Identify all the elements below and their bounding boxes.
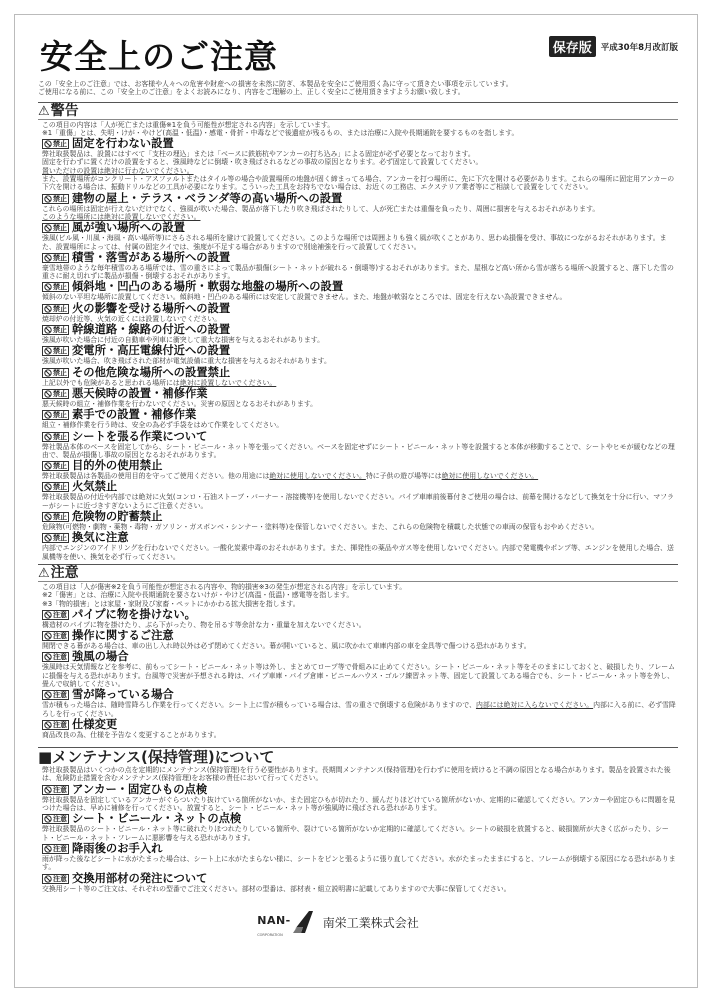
notice-item: [38, 813, 678, 842]
notice-item: [38, 138, 678, 191]
item-paragraph: [42, 825, 678, 842]
item-title: 傾斜地・凹凸のある場所・軟弱な地盤の場所への設置: [72, 280, 344, 294]
prohibition-badge: [42, 194, 69, 204]
item-paragraph: [42, 293, 678, 301]
body-text: 開閉できる幕がある場合は、車の出し入れ時以外は必ず閉めてください。幕が開いていると、風に吹かれて車庫内部の車を金具等で傷つける恐れがあります。: [42, 642, 531, 651]
logo-subtext: CORPORATION: [257, 932, 283, 937]
badge-label: 注意: [53, 844, 67, 853]
company-name: 南栄工業株式会社: [322, 916, 419, 931]
edition-badge: 保存版: [549, 36, 596, 57]
body-text: 豪雪地帯のような毎年積雪のある場所では、雪の重さによって製品が損傷(シート・ネットが破れる・倒壊等)するおそれがあります。また、屋根など高い所から雪が落ちる場所へ設置すると、落下した雪の重さに耐え切れずに製品が損傷・倒壊するおそれがあります。: [42, 263, 674, 281]
body-text: 傾斜のない平坦な場所に設置してください。傾斜地・凹凸のある場所には安定して設置できません。また、地盤が軟弱なところでは、固定を行えない為設置できません。: [42, 293, 567, 302]
prohibition-badge: [42, 610, 69, 620]
prohibition-badge: [42, 139, 69, 149]
no-sign-icon: [44, 140, 52, 148]
item-title: 雪が降っている場合: [72, 688, 174, 702]
no-sign-icon: [44, 786, 52, 794]
item-paragraph: [42, 796, 678, 813]
notice-item: [38, 481, 678, 510]
maintenance-section: [38, 747, 678, 893]
item-paragraph: [42, 421, 678, 429]
item-title: 操作に関するご注意: [72, 629, 174, 643]
prohibition-badge: [42, 652, 69, 662]
badge-label: 禁止: [53, 432, 67, 441]
logo-text: NAN-: [257, 914, 291, 928]
item-paragraph: [42, 175, 678, 192]
item-title: 目的外の使用禁止: [72, 459, 163, 473]
warning-triangle-icon: ⚠: [38, 103, 50, 119]
emphasis-text: 置いただけの設置は絶対に行わないでください。: [42, 166, 194, 175]
maintenance-title: ■メンテナンス(保持管理)について: [38, 747, 678, 766]
item-heading: [42, 345, 678, 357]
badge-label: 注意: [53, 874, 67, 883]
badge-label: 禁止: [53, 389, 67, 398]
item-heading: [42, 252, 678, 264]
item-paragraph: [42, 701, 678, 718]
prohibition-badge: [42, 482, 69, 492]
no-sign-icon: [44, 513, 52, 521]
no-sign-icon: [44, 534, 52, 542]
revision-date: 平成30年8月改訂版: [600, 42, 678, 53]
section-notes: [38, 121, 678, 138]
prohibition-badge: [42, 461, 69, 471]
item-title: 素手での設置・補修作業: [72, 408, 197, 422]
item-title: シートを張る作業について: [72, 429, 208, 443]
note-line: ※2「傷害」とは、治療に入院や長期通院を要さないけが・やけど(高温・低温)・感電等を指します。: [42, 591, 354, 600]
item-title: 降雨後のお手入れ: [72, 841, 163, 855]
no-sign-icon: [44, 369, 52, 377]
item-title: 交換用部材の発注について: [72, 871, 208, 885]
emphasis-text: 絶対に使用しないでください。: [269, 472, 366, 481]
emphasis-text: 絶対に設置しないでください。: [179, 378, 277, 387]
no-sign-icon: [44, 815, 52, 823]
item-title: 建物の屋上・テラス・ベランダ等の高い場所への設置: [72, 191, 343, 205]
notice-item: [38, 367, 678, 387]
notice-item: [38, 431, 678, 460]
body-text: 強風時は天気情報などを参考に、前もってシート・ビニール・ネット等は外し、まとめてロープ等で骨組みに止めてください。シート・ビニール・ネット等をそのままにしておくと、破損したり、フレームに損傷を与える恐れがあります。台風等で災害が予想される時は、パイプ車庫・パイプ倉庫・ビニールハウス・ゴルフ練習ネット等、固定して設置してある場合でも、シート・ビニール・ネット等を外し、畳んで収納してください。: [42, 663, 676, 688]
body-text: 強風(ビル風・川風・海風・高い場所等)にさらされる場所を避けて設置してください。このような場所では周囲よりも強く風が吹くことがあり、思わぬ損傷を受け、事故につながるおそれがあります。また、設置場所によっては、付属の固定クイでは、強度が不足する場合がありますので別途補強を行って設置してください。: [42, 234, 667, 251]
body-text: 交換用シート等のご注文は、それぞれの型番でご注文ください。部材の型番は、部材表・組立説明書に記載してありますので大事に保管してください。: [42, 884, 511, 893]
badge-label: 禁止: [53, 194, 67, 203]
item-heading: [42, 689, 678, 701]
body-text: これらの場所は固定が行えないだけでなく、強風が吹いた場合、製品が落下したり吹き飛ばされたりして、人が死亡または重傷を負ったり、周囲に損害を与えるおそれがあります。: [42, 204, 600, 213]
notice-item: [38, 873, 678, 893]
item-paragraph: [42, 443, 678, 460]
item-paragraph: [42, 663, 678, 688]
body-text: 構造材のパイプに物を掛けたり、ぶら下がったり、物を吊るす等余計な力・重量を加えないでください。: [42, 620, 366, 629]
prohibition-badge: [42, 325, 69, 335]
badge-label: 禁止: [53, 326, 67, 335]
item-heading: [42, 138, 678, 150]
body-text: 強風が吹いた場合、吹き飛ばされた部材が電気設備に重大な損害を与えるおそれがあります。: [42, 357, 331, 366]
note-line: この項目は「人が傷害※2を負う可能性が想定される内容や、物的損害※3の発生が想定される内容」を示しています。: [42, 582, 407, 591]
badge-label: 禁止: [53, 140, 67, 149]
notice-item: [38, 630, 678, 650]
badge-label: 注意: [53, 610, 67, 619]
notice-item: [38, 252, 678, 281]
emphasis-text: 内部には絶対に入らないでください。: [475, 701, 594, 710]
notice-item: [38, 843, 678, 872]
prohibition-badge: [42, 253, 69, 263]
notice-item: [38, 388, 678, 408]
item-heading: [42, 873, 678, 885]
item-heading: [42, 651, 678, 663]
badge-label: 禁止: [53, 513, 67, 522]
no-sign-icon: [44, 483, 52, 491]
item-paragraph: [42, 493, 678, 510]
no-sign-icon: [44, 721, 52, 729]
item-title: 強風の場合: [72, 650, 129, 664]
notice-item: [38, 532, 678, 561]
item-paragraph: [42, 315, 678, 323]
notice-item: [38, 609, 678, 629]
notice-item: [38, 303, 678, 323]
section-notes: [38, 583, 678, 608]
item-title: 仕様変更: [72, 717, 118, 731]
section-warning: [38, 102, 678, 561]
body-text: 雨が降った後などシートに水がたまった場合は、シート上に水がたまらない様に、シートをピンと張るように張り直してください。水がたまったままにすると、フレームが倒壊する原因になる恐れがあります。: [42, 854, 676, 872]
item-paragraph: [42, 205, 678, 213]
item-heading: [42, 222, 678, 234]
item-paragraph: [42, 621, 678, 629]
item-title: アンカー・固定ひもの点検: [72, 782, 208, 796]
no-sign-icon: [44, 411, 52, 419]
badge-label: 禁止: [53, 534, 67, 543]
no-sign-icon: [44, 224, 52, 232]
item-title: その他危険な場所への設置禁止: [72, 365, 231, 379]
no-sign-icon: [44, 653, 52, 661]
note-line: ※3「物的損害」とは家屋・家財及び家畜・ペットにかかわる拡大損害を指します。: [42, 599, 300, 608]
notice-item: [38, 193, 678, 222]
prohibition-badge: [42, 410, 69, 420]
no-sign-icon: [44, 326, 52, 334]
item-title: 風が強い場所への設置: [72, 221, 185, 235]
badge-label: 禁止: [53, 411, 67, 420]
body-text: 危険物(可燃物・劇物・薬物・毒物・ガソリン・ガスボンベ・シンナー・塗料等)を保管しないでください。また、これらの危険物を積載した状態での車両の保管もおやめください。: [42, 523, 599, 532]
body-text: 内部に入る前に、必ず雪降ろしを行ってください。: [42, 701, 676, 718]
emphasis-text: このような場所には絶対に設置しないでください。: [42, 212, 201, 221]
prohibition-badge: [42, 512, 69, 522]
body-text: また、設置場所がコンクリート・アスファルトまたはタイル等の場合や設置場所の地盤が固く締まってる場合、アンカーを打つ場所に、先に下穴を開ける必要があります。これらの場所に固定用アンカーの下穴を開ける場合は、振動ドリルなどの工具が必要になります。こういった工具をお持ちでない場合は、お近くの工務店、エクステリア業者等にご相談して設置をしてください。: [42, 175, 675, 192]
section-header: [38, 102, 678, 120]
body-text: 焼却炉の付近等、火気の近くには設置しないでください。: [42, 314, 222, 323]
item-title: パイプに物を掛けない。: [72, 607, 196, 621]
body-text: 弊社取扱製品は各製品の使用目的を守ってご使用ください。他の用途には: [42, 472, 270, 481]
item-paragraph: [42, 264, 678, 281]
section-title: 注意: [50, 564, 79, 581]
logo-mark-icon: [291, 909, 313, 933]
item-title: 積雪・落雪がある場所への設置: [72, 250, 231, 264]
badge-label: 禁止: [53, 304, 67, 313]
no-sign-icon: [44, 347, 52, 355]
item-paragraph: [42, 379, 678, 387]
item-paragraph: [42, 472, 678, 480]
footer: [38, 909, 678, 937]
item-title: 変電所・高圧電線付近への設置: [72, 344, 231, 358]
item-heading: [42, 303, 678, 315]
item-heading: [42, 784, 678, 796]
prohibition-badge: [42, 690, 69, 700]
badge-label: 禁止: [53, 224, 67, 233]
no-sign-icon: [44, 632, 52, 640]
badge-label: 禁止: [53, 283, 67, 292]
page-title: 安全上のご注意: [40, 37, 278, 76]
item-heading: [42, 532, 678, 544]
edition-info: [549, 36, 678, 57]
body-text: 悪天候時の組立・補修作業を行わないでください。災害の原因となるおそれがあります。: [42, 399, 318, 408]
badge-label: 注意: [53, 785, 67, 794]
no-sign-icon: [44, 611, 52, 619]
header: [38, 36, 678, 78]
notice-item: [38, 689, 678, 718]
body-text: 上記以外でも危険があると思われる場所には: [42, 378, 180, 387]
intro: [38, 80, 678, 97]
body-text: 弊社取扱製品のシート・ビニール・ネット等に破れたりほつれたりしている箇所や、裂けている箇所がないか定期的に確認してください。シートの破損を放置すると、破損箇所が大きく広がったり、シート・ビニール・ネット・フレームに悪影響を与える恐れがあります。: [42, 825, 669, 842]
prohibition-badge: [42, 282, 69, 292]
badge-label: 注意: [53, 815, 67, 824]
notice-item: [38, 324, 678, 344]
maintenance-intro: 弊社取扱製品はいくつかの点を定期的にメンテナンス(保持管理)を行う必要性があります。長期間メンテナンス(保持管理)を行わずに使用を続けると不調の原因となる場合があります。製品を設置された後は、危険防止措置を含むメンテナンス(保持管理)をお客様の責任において行ってください。: [42, 766, 671, 783]
prohibition-badge: [42, 223, 69, 233]
body-text: 強風が吹いた場合に付近の自動車や列車に衝突して重大な損害を与えるおそれがあります。: [42, 336, 324, 345]
section-header: [38, 564, 678, 582]
prohibition-badge: [42, 720, 69, 730]
item-title: 固定を行わない設置: [72, 137, 174, 151]
item-heading: [42, 388, 678, 400]
badge-label: 禁止: [53, 253, 67, 262]
prohibition-badge: [42, 368, 69, 378]
item-heading: [42, 630, 678, 642]
notice-item: [38, 345, 678, 365]
prohibition-badge: [42, 389, 69, 399]
item-heading: [42, 409, 678, 421]
item-title: 幹線道路・線路の付近への設置: [72, 323, 231, 337]
prohibition-badge: [42, 304, 69, 314]
item-paragraph: [42, 544, 678, 561]
section-title: 警告: [50, 102, 79, 119]
note-line: この項目の内容は「人が死亡または重傷※1を負う可能性が想定される内容」を示しています。: [42, 120, 335, 129]
prohibition-badge: [42, 874, 69, 884]
notice-item: [38, 222, 678, 251]
item-paragraph: [42, 731, 678, 739]
item-heading: [42, 719, 678, 731]
no-sign-icon: [44, 254, 52, 262]
item-heading: [42, 481, 678, 493]
prohibition-badge: [42, 346, 69, 356]
notice-item: [38, 460, 678, 480]
item-heading: [42, 813, 678, 825]
body-text: 弊社取扱製品の付近や内部では絶対に火気(コンロ・石油ストーブ・バーナー・溶接機等)を使用しないでください。パイプ車庫前後幕付きご使用の場合は、前幕を開けるなどして換気を十分に行い、マフラーがシートに近づきすぎないようにご注意ください。: [42, 493, 674, 510]
item-heading: [42, 460, 678, 472]
badge-label: 注意: [53, 720, 67, 729]
item-heading: [42, 324, 678, 336]
document: [38, 36, 678, 937]
warning-triangle-icon: ⚠: [38, 565, 50, 581]
item-heading: [42, 609, 678, 621]
badge-label: 禁止: [53, 368, 67, 377]
no-sign-icon: [44, 283, 52, 291]
no-sign-icon: [44, 845, 52, 853]
notice-item: [38, 719, 678, 739]
no-sign-icon: [44, 305, 52, 313]
maintenance-items: [38, 784, 678, 893]
item-heading: [42, 843, 678, 855]
no-sign-icon: [44, 462, 52, 470]
item-paragraph: [42, 523, 678, 531]
notice-item: [38, 281, 678, 301]
no-sign-icon: [44, 195, 52, 203]
badge-label: 注意: [53, 653, 67, 662]
item-heading: [42, 511, 678, 523]
section-caution: [38, 564, 678, 739]
item-title: シート・ビニール・ネットの点検: [72, 812, 242, 826]
no-sign-icon: [44, 691, 52, 699]
item-title: 換気に注意: [72, 531, 129, 545]
item-title: 火の影響を受ける場所への設置: [72, 301, 231, 315]
body-text: 弊社製品本体のベースを固定してから、シート・ビニール・ネット等を張ってください。ベースを固定せずにシート・ビニール・ネット等を設置すると本体が移動することで、シートやヒモが緩むなどの理由で、製品が損傷し事故の原因となるおそれがあります。: [42, 442, 675, 459]
badge-label: 禁止: [53, 483, 67, 492]
note-line: ※1「重傷」とは、失明・けが・やけど(高温・低温)・感電・骨折・中毒などで後遺症が残るもの、または治療に入院や長期通院を要するものを指します。: [42, 128, 519, 137]
item-heading: [42, 281, 678, 293]
prohibition-badge: [42, 814, 69, 824]
item-paragraph: [42, 885, 678, 893]
prohibition-badge: [42, 432, 69, 442]
body-text: 特に子供の遊び場等には: [365, 472, 442, 481]
item-paragraph: [42, 855, 678, 872]
notice-item: [38, 651, 678, 688]
intro-line: ご使用になる前に、この「安全上のご注意」をよくお読みになり、内容をご理解の上、正しく安全にご使用頂きますようお願い致します。: [38, 88, 465, 97]
body-text: 内部でエンジンのアイドリングを行わないでください。一酸化炭素中毒のおそれがあります。また、揮発性の薬品やガス等を使用しないでください。内部で発電機やポンプ等、エンジンを使用した場合、送風機等を使い、換気を必ず行ってください。: [42, 544, 674, 561]
badge-label: 禁止: [53, 462, 67, 471]
no-sign-icon: [44, 433, 52, 441]
item-heading: [42, 431, 678, 443]
item-paragraph: [42, 158, 678, 166]
body-text: 商品改良の為、仕様を予告なく変更することがあります。: [42, 730, 221, 739]
item-paragraph: [42, 357, 678, 365]
item-title: 悪天候時の設置・補修作業: [72, 386, 208, 400]
body-text: 雪が積もった場合は、随時雪降ろし作業を行ってください。シート上に雪が積もっている場合は、雪の重さで倒壊する危険がありますので、: [42, 701, 476, 710]
notice-item: [38, 409, 678, 429]
company-logo: [257, 909, 313, 937]
item-heading: [42, 193, 678, 205]
body-text: 弊社取扱製品は、設置にはすべて「支柱の埋込」または「ベースに鉄筋杭やアンカーの打ち込み」による固定が必ず必要となっております。: [42, 150, 475, 159]
item-paragraph: [42, 167, 678, 175]
badge-label: 注意: [53, 632, 67, 641]
emphasis-text: 絶対に使用しないでください。: [441, 472, 539, 481]
notice-item: [38, 784, 678, 813]
item-paragraph: [42, 400, 678, 408]
prohibition-badge: [42, 785, 69, 795]
no-sign-icon: [44, 875, 52, 883]
prohibition-badge: [42, 533, 69, 543]
badge-label: 注意: [53, 691, 67, 700]
prohibition-badge: [42, 631, 69, 641]
sections: [38, 102, 678, 740]
notice-item: [38, 511, 678, 531]
body-text: 組立・補修作業を行う時は、安全の為必ず手袋をはめて作業をしてください。: [42, 421, 284, 430]
item-heading: [42, 367, 678, 379]
intro-line: この「安全上のご注意」では、お客様や人々への危害や財産への損害を未然に防ぎ、本製品を安全にご使用頂く為に守って頂きたい事項を示しています。: [38, 80, 513, 88]
item-paragraph: [42, 642, 678, 650]
body-text: 固定を行わずに置くだけの設置をすると、強風時などに倒壊・吹き飛ばされるなどの事故の原因となります。必ず固定して設置してください。: [42, 158, 483, 167]
item-paragraph: [42, 234, 678, 251]
prohibition-badge: [42, 844, 69, 854]
badge-label: 禁止: [53, 347, 67, 356]
item-title: 火気禁止: [72, 480, 118, 494]
no-sign-icon: [44, 390, 52, 398]
item-title: 危険物の貯蓄禁止: [72, 510, 163, 524]
body-text: 弊社取扱製品を固定しているアンカーがぐらついたり抜けている箇所がないか、また固定ひもが切れたり、緩んだりほどけている箇所がないか、定期的に確認してください。アンカーや固定ひもに問題を見つけた場合は、早めに補修を行ってください。放置すると、シート・ビニール・ネット等が強風時に飛ばされる恐れがあります。: [42, 795, 676, 813]
